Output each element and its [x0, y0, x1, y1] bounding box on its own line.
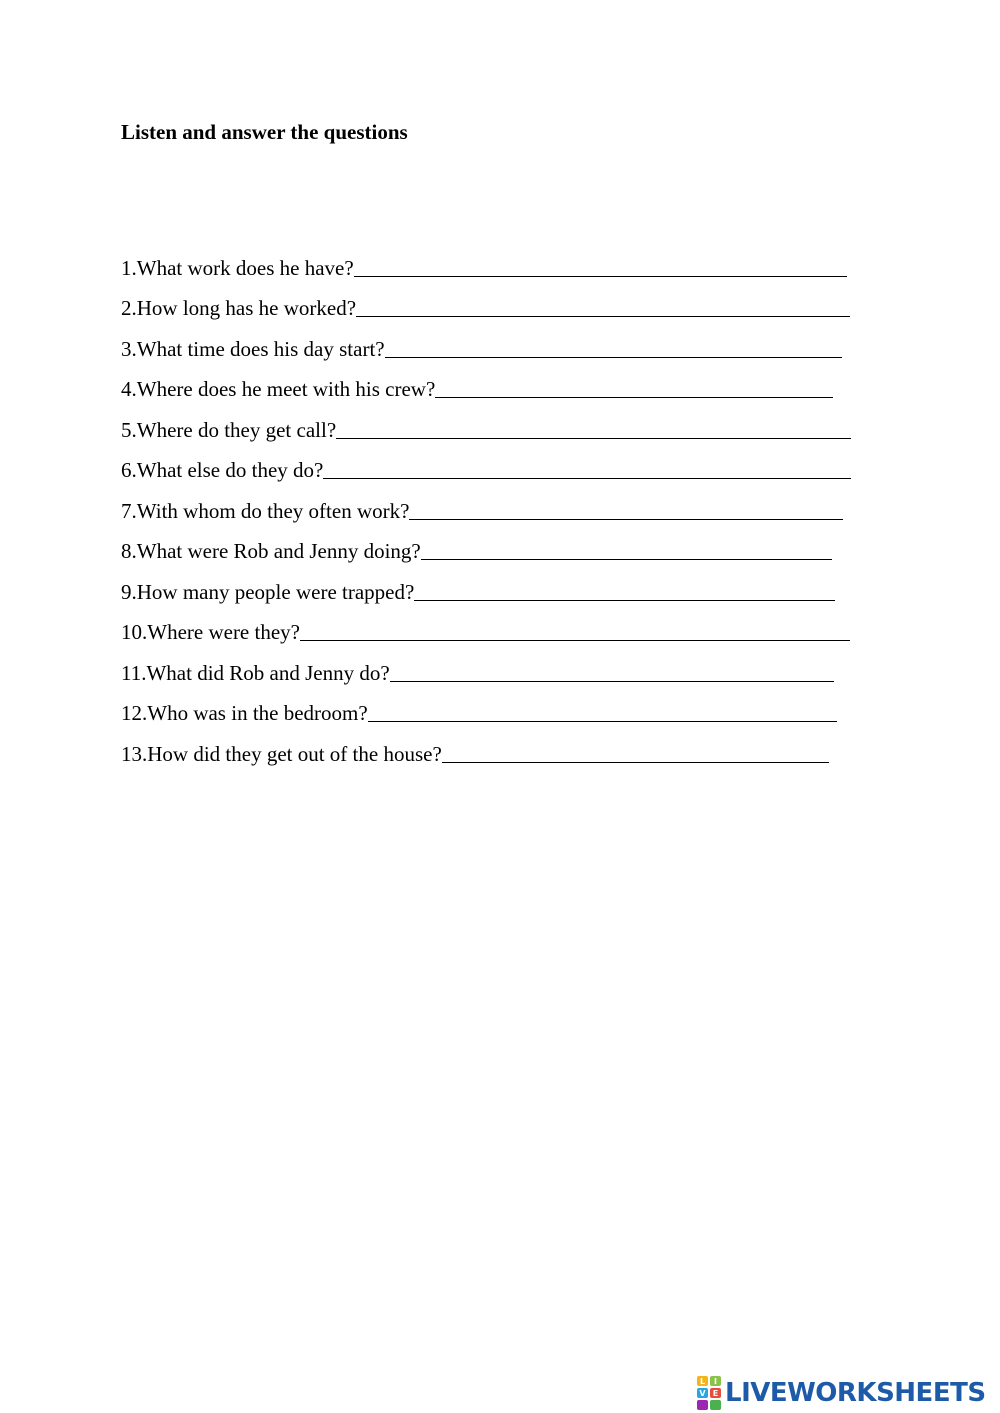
question-text: 5.Where do they get call?: [121, 417, 337, 442]
answer-field[interactable]: [368, 699, 837, 722]
question-item: [121, 524, 881, 565]
question-text: 4.Where does he meet with his crew?: [121, 377, 436, 401]
question-text: 9.How many people were trapped?: [121, 579, 415, 604]
answer-field[interactable]: [300, 618, 850, 641]
answer-field[interactable]: [435, 375, 833, 398]
question-item: [121, 483, 881, 524]
question-text: 2.How long has he worked?: [121, 296, 357, 320]
liveworksheets-logo-icon: L I V E: [697, 1376, 721, 1410]
question-item: [121, 402, 881, 443]
question-text: 8.What were Rob and Jenny doing?: [121, 539, 421, 563]
answer-field[interactable]: [354, 254, 847, 277]
question-item: [121, 240, 881, 281]
question-item: [121, 564, 881, 605]
question-text: 1.What work does he have?: [121, 255, 354, 280]
answer-field[interactable]: [323, 456, 851, 479]
liveworksheets-brand: [697, 1376, 986, 1410]
question-text: 6.What else do they do?: [121, 458, 324, 482]
answer-field[interactable]: [421, 537, 832, 560]
brand-name: LIVEWORKSHEETS: [725, 1378, 986, 1408]
answer-field[interactable]: [442, 740, 829, 763]
question-item: [121, 443, 881, 484]
question-text: 13.How did they get out of the house?: [121, 741, 442, 766]
question-item: [121, 645, 881, 686]
question-item: [121, 605, 881, 646]
answer-field[interactable]: [409, 497, 843, 520]
worksheet-title: Listen and answer the questions: [121, 120, 408, 144]
answer-field[interactable]: [336, 416, 851, 439]
question-item: [121, 362, 881, 403]
answer-field[interactable]: [390, 659, 834, 682]
question-text: 10.Where were they?: [121, 620, 300, 644]
question-text: 11.What did Rob and Jenny do?: [121, 660, 390, 685]
question-list: [121, 240, 881, 767]
question-item: [121, 321, 881, 362]
answer-field[interactable]: [385, 335, 842, 358]
question-item: [121, 686, 881, 727]
question-item: [121, 726, 881, 767]
answer-field[interactable]: [414, 578, 835, 601]
question-text: 7.With whom do they often work?: [121, 498, 410, 523]
question-text: 12.Who was in the bedroom?: [121, 701, 368, 725]
question-item: [121, 281, 881, 322]
question-text: 3.What time does his day start?: [121, 336, 385, 361]
answer-field[interactable]: [356, 294, 850, 317]
